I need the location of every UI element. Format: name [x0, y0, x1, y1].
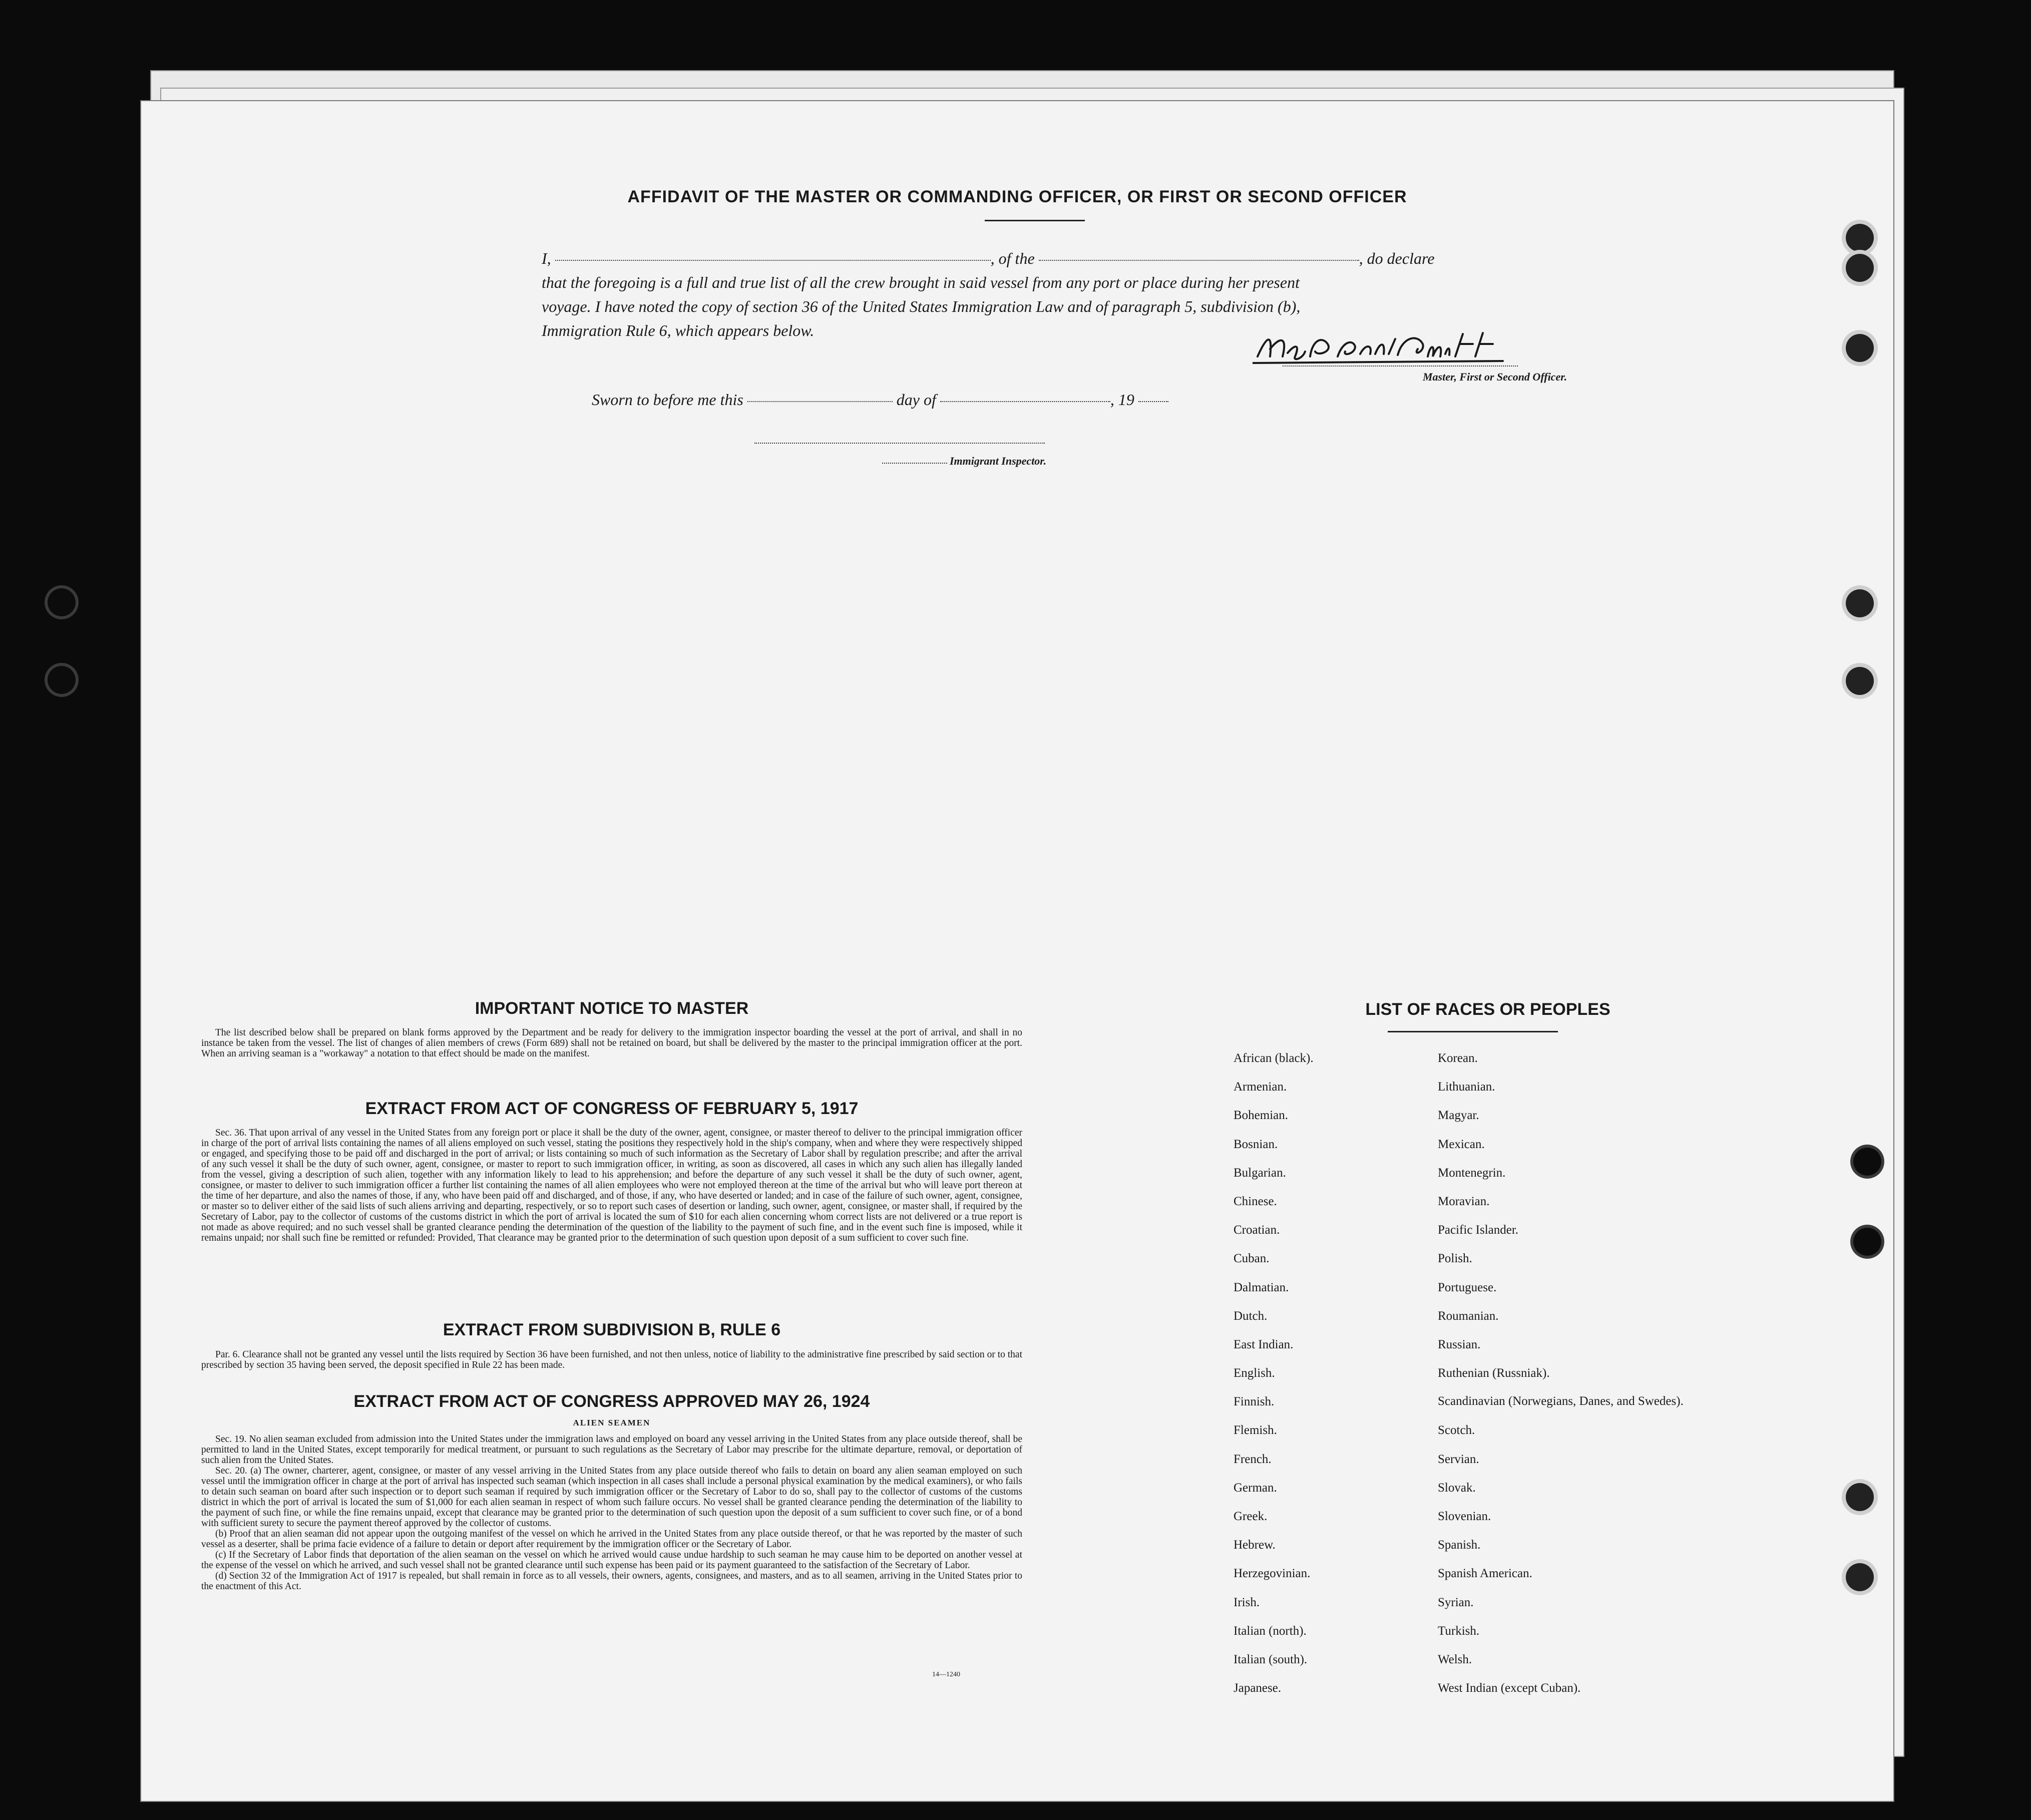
race-item: Welsh. [1438, 1652, 1472, 1666]
race-item: Montenegrin. [1438, 1166, 1506, 1180]
extract-1917-body [201, 1128, 1022, 1243]
signature-caption: Master, First or Second Officer. [1423, 371, 1567, 383]
declaration-line-4: Immigration Rule 6, which appears below. [542, 321, 815, 339]
race-item: Japanese. [1234, 1681, 1282, 1695]
binder-hole [1853, 1228, 1881, 1256]
notice-body [201, 1027, 1022, 1059]
divider [1388, 1031, 1558, 1032]
races-list-left [1234, 1051, 1314, 1710]
race-item: Chinese. [1234, 1194, 1277, 1208]
divider [985, 220, 1085, 221]
signature-line[interactable] [1283, 366, 1518, 367]
race-item: Russian. [1438, 1337, 1481, 1351]
notice-paragraph: The list described below shall be prepared on blank forms approved by the Department and be ready for delivery to the immigration inspector boarding the vessel at the port of arrival, and shall in no instance be taken from the vessel. The list of changes of alien members of crews (Form 689) shall not be retained on board, but shall be delivered by the master to the principal immigration officer at the port. When an arriving seaman is a "workaway" a notation to that effect should be made on the manifest. [201, 1027, 1022, 1059]
race-item: Italian (south). [1234, 1652, 1308, 1666]
extract-rule6-title: EXTRACT FROM SUBDIVISION B, RULE 6 [443, 1320, 781, 1339]
binder-hole [1846, 1563, 1874, 1591]
race-item: Bosnian. [1234, 1137, 1278, 1151]
race-item: Cuban. [1234, 1252, 1270, 1266]
inspector-name-line[interactable] [882, 463, 947, 464]
day-of-label: day of [896, 391, 936, 409]
race-item: Croatian. [1234, 1223, 1280, 1237]
race-item: East Indian. [1234, 1337, 1294, 1351]
section-20c-paragraph: (c) If the Secretary of Labor finds that deportation of the alien seaman on the vessel on which he arrived would cause undue hardship to such seaman he may cause him to be deported on another vessel at the expense of the vessel on which he arrived, and such vessel shall not be granted clearance until such expense has been paid or its payment guaranteed to the satisfaction of the Secretary of Labor. [201, 1550, 1022, 1571]
declaration-line-1 [542, 249, 1434, 268]
race-item: German. [1234, 1481, 1277, 1495]
race-item: Bulgarian. [1234, 1166, 1286, 1180]
race-item: Italian (north). [1234, 1624, 1307, 1638]
day-field[interactable] [747, 401, 893, 402]
month-field[interactable] [940, 401, 1110, 402]
race-item: African (black). [1234, 1051, 1314, 1065]
race-item: Spanish. [1438, 1538, 1481, 1552]
race-item: Dutch. [1234, 1309, 1268, 1323]
affidavit-title: AFFIDAVIT OF THE MASTER OR COMMANDING OFFICER, OR FIRST OR SECOND OFFICER [627, 187, 1407, 206]
sworn-line [592, 391, 1168, 409]
race-item: Finnish. [1234, 1395, 1275, 1409]
race-item: Turkish. [1438, 1624, 1480, 1638]
binder-hole [1846, 589, 1874, 617]
race-item: Greek. [1234, 1510, 1268, 1523]
binder-hole [1846, 667, 1874, 695]
race-item: English. [1234, 1366, 1275, 1380]
manifest-page [140, 100, 1894, 1802]
race-item: Armenian. [1234, 1080, 1287, 1094]
binder-hole [1846, 254, 1874, 282]
race-item: Scotch. [1438, 1423, 1475, 1437]
section-20d-paragraph: (d) Section 32 of the Immigration Act of 1917 is repealed, but shall remain in force as to all vessels, their owners, agents, consignees, and masters, and as to all seamen, arriving in the United States prior to the enactment of this Act. [201, 1571, 1022, 1592]
extract-1917-title: EXTRACT FROM ACT OF CONGRESS OF FEBRUARY 5, 1917 [365, 1099, 859, 1118]
race-item: Polish. [1438, 1252, 1472, 1266]
race-item: Ruthenian (Russniak). [1438, 1366, 1550, 1380]
year-prefix: , 19 [1110, 391, 1134, 409]
section-19-paragraph: Sec. 19. No alien seaman excluded from admission into the United States under the immigration laws and employed on board any vessel arriving in the United States from any place outside thereof, shall be permitted to land in the United States, except temporarily for medical treatment, or pursuant to such regulations as the Secretary of Labor may prescribe for the ultimate departure, removal, or deportation of such alien from the United States. [201, 1434, 1022, 1466]
extract-rule6-body [201, 1349, 1022, 1370]
extract-1917-paragraph: Sec. 36. That upon arrival of any vessel in the United States from any foreign port or place it shall be the duty of the owner, agent, consignee, or master thereof to deliver to the principal immigration officer in charge of the port of arrival lists containing the names of all aliens employed on such vessel, stating the positions they respectively hold in the ship's company, when and where they were respectively shipped or engaged, and specifying those to be paid off and discharged in the port of arrival; or lists containing so much of such information as the Secretary of Labor shall by regulation prescribe; and after the arrival of any such vessel it shall be the duty of such owner, agent, consignee, or master to report to such immigration officer, in writing, as soon as discovered, all cases in which any such alien has illegally landed from the vessel, giving a description of such alien, together with any information likely to lead to his apprehension; and before the departure of any such vessel it shall be the duty of such owner, agent, consignee, or master to deliver to such immigration officer a further list containing the names of all alien employees who were not employed thereon at the time of the arrival but who will leave port thereon at the time of her departure, and also the names of those, if any, who have been paid off and discharged, and of those, if any, who have deserted or landed; and in case of the failure of such owner, agent, consignee, or master so to deliver either of the said lists of such aliens arriving and departing, respectively, or so to report such cases of desertion or landing, such owner, agent, consignee, or master shall, if required by the Secretary of Labor, pay to the collector of customs of the customs district in which the port of arrival is located the sum of $10 for each alien concerning whom correct lists are not delivered or a true report is not made as above required; and no such vessel shall be granted clearance pending the determination of the question of the liability to the payment of such fine, and in the event such fine is imposed, while it remains unpaid; nor shall such fine be remitted or refunded: Provided, That clearance may be granted prior to the determination of such question upon deposit of a sum sufficient to cover such fine. [201, 1128, 1022, 1243]
race-item: Dalmatian. [1234, 1280, 1289, 1294]
race-item: Roumanian. [1438, 1309, 1499, 1323]
race-item: Mexican. [1438, 1137, 1485, 1151]
master-signature [1253, 329, 1513, 369]
binder-hole [48, 588, 76, 616]
race-item: Slovak. [1438, 1481, 1476, 1495]
section-20a-paragraph: Sec. 20. (a) The owner, charterer, agent, consignee, or master of any vessel arriving in the United States from any place outside thereof who fails to detain on board any alien seaman employed on such vessel until the immigration officer in charge at the port of arrival has inspected such seaman (which inspection in all cases shall include a personal physical examination by the medical examiners), or who fails to detain such seaman on board after such inspection or to deport such seaman if required by such immigration officer or the Secretary of Labor to do so, shall pay to the collector of customs of the customs district in which the port of arrival is located the sum of $1,000 for each alien seaman in respect of whom such failure occurs. No vessel shall be granted clearance pending the determination of the liability to the payment of such fine, or while the fine remains unpaid, except that clearance may be granted prior to the determination of such question upon the deposit of a sum sufficient to cover such fine, or of a bond with sufficient surety to secure the payment thereof approved by the collector of customs. [201, 1466, 1022, 1529]
declaration-line-3: voyage. I have noted the copy of section 36 of the United States Immigration Law and of paragraph 5, subdivision (b), [542, 297, 1301, 315]
race-item: Hebrew. [1234, 1538, 1276, 1552]
race-item: Moravian. [1438, 1194, 1490, 1208]
races-list-right [1438, 1051, 1684, 1710]
inspector-signature-line[interactable] [754, 443, 1045, 444]
race-item: Spanish American. [1438, 1567, 1532, 1581]
i-label: I, [542, 249, 551, 267]
race-item: Slovenian. [1438, 1510, 1491, 1523]
race-item: Lithuanian. [1438, 1080, 1495, 1094]
form-number: 14—1240 [932, 1671, 960, 1678]
races-title: LIST OF RACES OR PEOPLES [1365, 1000, 1610, 1019]
race-item: Pacific Islander. [1438, 1223, 1519, 1237]
of-the-label: , of the [990, 249, 1035, 267]
race-item: Syrian. [1438, 1595, 1474, 1609]
binder-hole [1846, 1483, 1874, 1511]
binder-hole [1853, 1148, 1881, 1176]
binder-hole [1846, 224, 1874, 252]
do-declare-label: , do declare [1359, 249, 1435, 267]
binder-hole [48, 666, 76, 694]
race-item: Korean. [1438, 1051, 1478, 1065]
notice-title: IMPORTANT NOTICE TO MASTER [475, 999, 749, 1018]
sworn-label: Sworn to before me this [592, 391, 743, 409]
year-field[interactable] [1138, 401, 1168, 402]
extract-1924-title: EXTRACT FROM ACT OF CONGRESS APPROVED MAY 26, 1924 [353, 1392, 870, 1411]
vessel-field[interactable] [1039, 260, 1359, 261]
declaration-line-2: that the foregoing is a full and true list of all the crew brought in said vessel from any port or place during her present [542, 273, 1300, 291]
race-item: Portuguese. [1438, 1280, 1497, 1294]
race-item: Magyar. [1438, 1109, 1479, 1123]
inspector-caption: Immigrant Inspector. [950, 455, 1047, 467]
race-item: Flemish. [1234, 1423, 1277, 1437]
extract-1924-body [201, 1434, 1022, 1592]
race-item: French. [1234, 1452, 1272, 1466]
race-item: West Indian (except Cuban). [1438, 1681, 1581, 1695]
extract-rule6-paragraph: Par. 6. Clearance shall not be granted any vessel until the lists required by Section 36 have been furnished, and not then unless, notice of liability to the administrative fine prescribed by said section or to that prescribed by section 35 having been served, the deposit specified in Rule 22 has been made. [201, 1349, 1022, 1370]
binder-hole [1846, 334, 1874, 362]
race-item: Scandinavian (Norwegians, Danes, and Swedes). [1438, 1394, 1684, 1408]
name-field[interactable] [555, 260, 991, 261]
race-item: Bohemian. [1234, 1109, 1289, 1123]
race-item: Servian. [1438, 1452, 1479, 1466]
race-item: Irish. [1234, 1595, 1260, 1609]
alien-seamen-heading: ALIEN SEAMEN [573, 1418, 651, 1427]
section-20b-paragraph: (b) Proof that an alien seaman did not appear upon the outgoing manifest of the vessel on which he arrived in the United States from any place outside thereof, or that he was reported by the master of such vessel as a deserter, shall be prima facie evidence of a failure to detain or deport after requirement by the immigration officer or the Secretary of Labor. [201, 1529, 1022, 1550]
race-item: Herzegovinian. [1234, 1567, 1311, 1581]
